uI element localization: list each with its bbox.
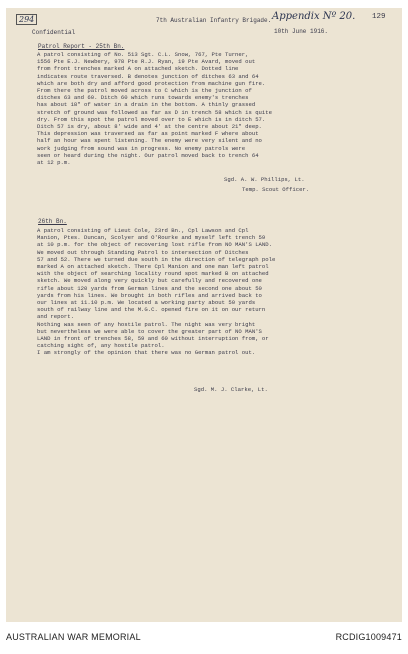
handwritten-folio-number: 294 — [16, 14, 37, 25]
text-line: LAND in front of trenches 58, 59 and 60 without interruption from, or — [37, 335, 269, 343]
report2-signature: Sgd. M. J. Clarke, Lt. — [194, 386, 268, 393]
text-line: 57 and 52. There we turned due south in the direction of telegraph pole — [37, 255, 276, 263]
page-number: 129 — [372, 13, 386, 21]
document-page — [6, 8, 402, 622]
footer-record-id: RCDIG1009471 — [335, 632, 402, 642]
text-line: seen or heard during the night. Our patrol moved back to trench 64 — [37, 151, 259, 159]
classification-label: Confidential — [32, 29, 76, 36]
text-line: Manion, Ptes. Duncan, Scolyer and O'Rourke and myself left trench 59 — [37, 234, 266, 242]
report2-body — [37, 227, 275, 357]
text-line: I am strongly of the opinion that there was no German patrol out. — [37, 349, 256, 357]
text-line: catching sight of, any hostile patrol. — [37, 342, 165, 350]
report1-title: Patrol Report - 25th Bn. — [38, 43, 125, 50]
report-date: 10th June 1916. — [274, 28, 329, 35]
text-line: work judging from sound was in progress. No enemy patrols were — [37, 144, 246, 152]
text-line: rifle about 120 yards from German lines and the second one about 50 — [37, 284, 262, 292]
report1-signature: Sgd. A. W. Phillips, Lt. — [224, 176, 305, 183]
text-line: A patrol consisting of No. 513 Sgt. C.L. Snow, 767, Pte Turner, — [37, 51, 249, 58]
text-line: A patrol consisting of Lieut Cole, 23rd Bn., Cpl Lawson and Cpl — [37, 227, 249, 234]
text-line: has about 18" of water in a drain in the bottom. A thinly grassed — [37, 101, 256, 109]
report1-body — [37, 51, 272, 166]
text-line: half an hour was spent listening. The enemy were very silent and no — [37, 137, 262, 145]
text-line: which are both dry and afford good protection from machine gun fire. — [37, 79, 266, 87]
text-line: Nothing was seen of any hostile patrol. The night was very bright — [37, 320, 256, 328]
text-line: but nevertheless we were able to cover the greater part of NO MAN'S — [37, 327, 262, 335]
text-line: at 12 p.m. — [37, 159, 71, 167]
text-line: south of railway line and the M.G.C. opened fire on it on our return — [37, 306, 266, 314]
text-line: with the object of searching locality round spot marked B on attached — [37, 270, 269, 278]
text-line: yards from his lines. We brought in both rifles and arrived back to — [37, 291, 262, 299]
text-line: This depression was traversed as far as point marked F where about — [37, 130, 259, 138]
text-line: at 10 p.m. for the object of recovering lost rifle from NO MAN'S LAND. — [37, 241, 272, 249]
text-line: sketch. We moved along very quickly but carefully and recovered one — [37, 277, 262, 285]
text-line: our lines at 11.10 p.m. We located a working party about 50 yards — [37, 299, 256, 307]
text-line: dry. From this spot the patrol moved over to E which is in ditch 57. — [37, 115, 266, 123]
text-line: ditches 63 and 60. Ditch 60 which runs towards enemy's trenches — [37, 94, 249, 102]
report2-title: 26th Bn. — [38, 218, 67, 225]
text-line: Ditch 57 is dry, about 8' wide and 4' at the centre about 21" deep. — [37, 123, 262, 131]
text-line: from front trenches marked A on attached sketch. Dotted line — [37, 65, 239, 73]
text-line: stretch of ground was followed as far as D in trench 58 which is quite — [37, 108, 272, 116]
text-line: marked A on attached sketch. There Cpl Manion and one man left patrol — [37, 263, 269, 271]
handwritten-appendix-note: Appendix Nº 20. — [272, 11, 356, 22]
footer-attribution: AUSTRALIAN WAR MEMORIAL — [6, 632, 141, 642]
text-line: From there the patrol moved across to C which is the junction of — [37, 87, 252, 95]
report1-signature-title: Temp. Scout Officer. — [242, 186, 310, 193]
text-line: and report. — [37, 313, 74, 321]
text-line: We moved out through Standing Patrol to intersection of Ditches — [37, 248, 249, 256]
text-line: indicates route traversed. B denotes junction of ditches 63 and 64 — [37, 72, 259, 80]
brigade-heading: 7th Australian Infantry Brigade. — [156, 17, 272, 24]
text-line: 1556 Pte E.J. Newbery, 978 Pte R.J. Ryan, 19 Pte Avard, moved out — [37, 58, 256, 66]
